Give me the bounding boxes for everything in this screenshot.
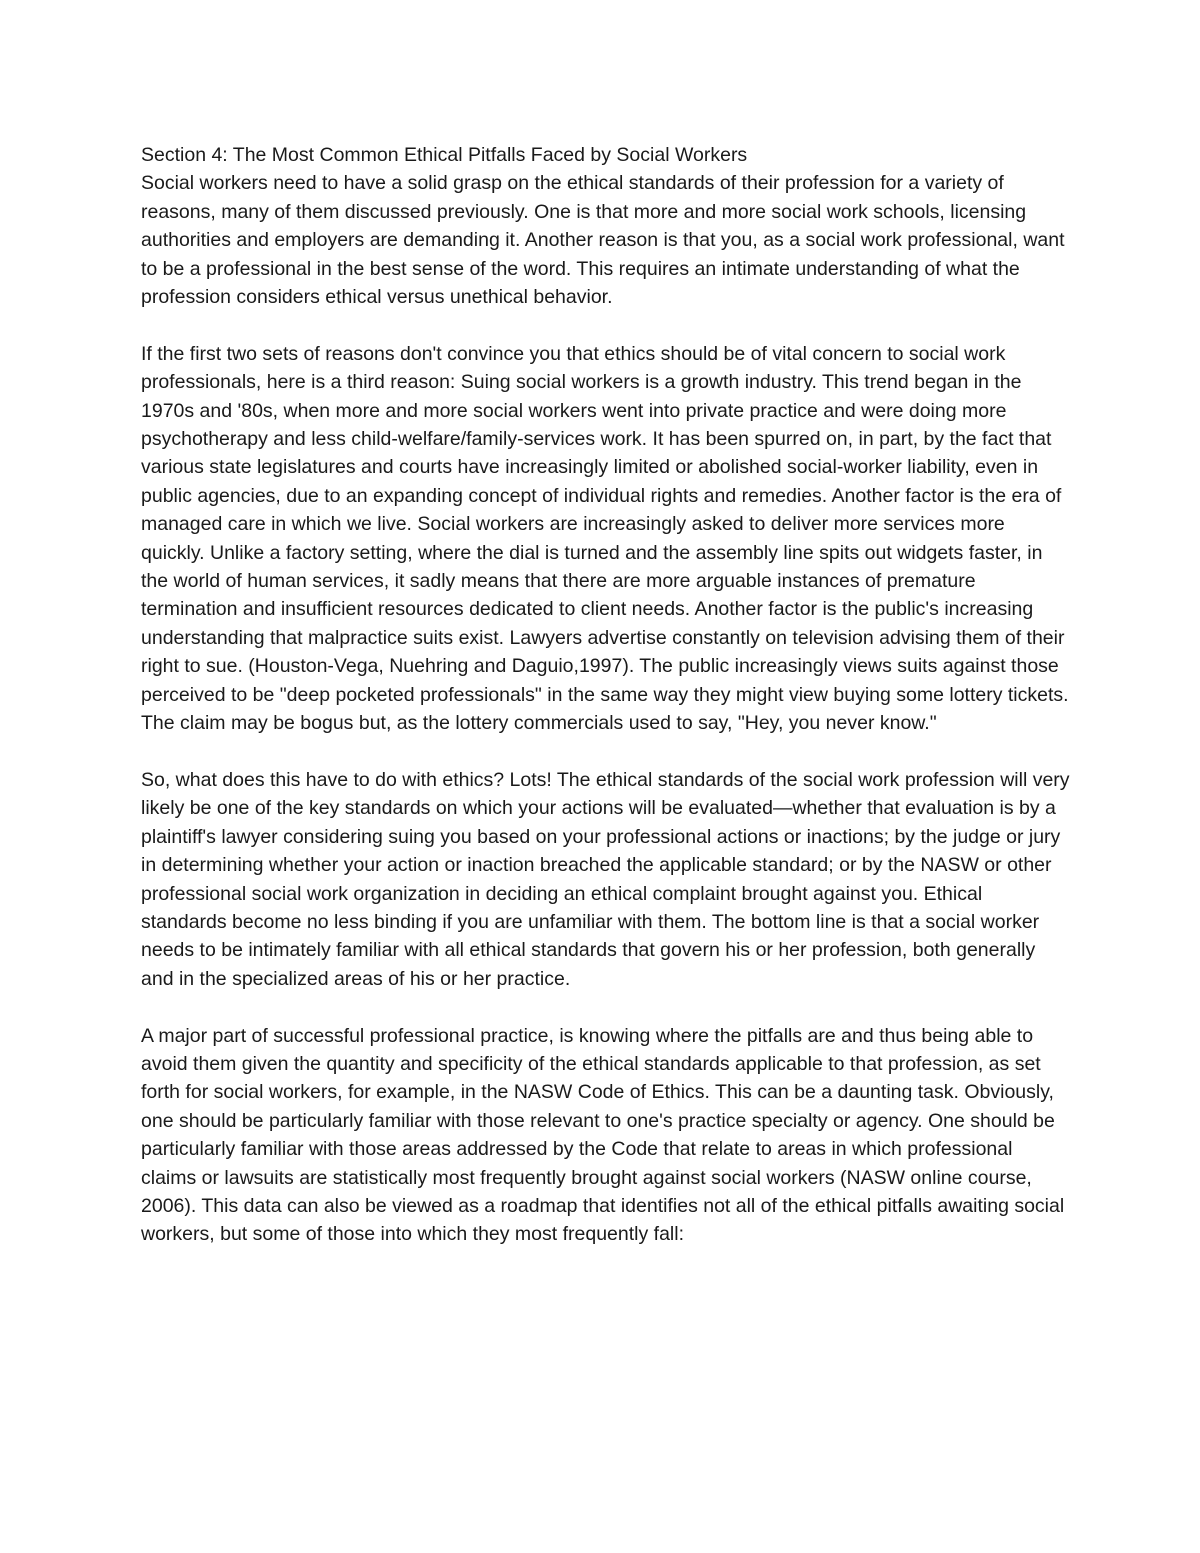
paragraph-1: Social workers need to have a solid grasp on the ethical standards of their profession for a variety of reasons, many of them discussed previously. One is that more and more social work schools, licensing authorities and employers are demanding it. Another reason is that you, as a social work professional, want to be a professional in the best sense of the word. This requires an intimate understanding of what the profession considers ethical versus unethical behavior. [141, 172, 1065, 309]
document-body [141, 141, 1071, 1249]
section-title: Section 4: The Most Common Ethical Pitfalls Faced by Social Workers [141, 144, 748, 166]
paragraph-4: A major part of successful professional practice, is knowing where the pitfalls are and thus being able to avoid them given the quantity and specificity of the ethical standards applicable to that profession, as set forth for social workers, for example, in the NASW Code of Ethics. This can be a daunting task. Obviously, one should be particularly familiar with those relevant to one's practice specialty or agency. One should be particularly familiar with those areas addressed by the Code that relate to areas in which professional claims or lawsuits are statistically most frequently brought against social workers (NASW online course, 2006). This data can also be viewed as a roadmap that identifies not all of the ethical pitfalls awaiting social workers, but some of those into which they most frequently fall: [141, 1024, 1065, 1246]
paragraph-3: So, what does this have to do with ethics? Lots! The ethical standards of the social work profession will very likely be one of the key standards on which your actions will be evaluated—whether that evaluation is by a plaintiff's lawyer considering suing you based on your professional actions or inactions; by the judge or jury in determining whether your action or inaction breached the applicable standard; or by the NASW or other professional social work organization in deciding an ethical complaint brought against you. Ethical standards become no less binding if you are unfamiliar with them. The bottom line is that a social worker needs to be intimately familiar with all ethical standards that govern his or her profession, both generally and in the specialized areas of his or her practice. [141, 768, 1070, 990]
paragraph-2: If the first two sets of reasons don't convince you that ethics should be of vital concern to social work professionals, here is a third reason: Suing social workers is a growth industry. This trend began in the 1970s and '80s, when more and more social workers went into private practice and were doing more psychotherapy and less child-welfare/family-services work. It has been spurred on, in part, by the fact that various state legislatures and courts have increasingly limited or abolished social-worker liability, even in public agencies, due to an expanding concept of individual rights and remedies. Another factor is the era of managed care in which we live. Social workers are increasingly asked to deliver more services more quickly. Unlike a factory setting, where the dial is turned and the assembly line spits out widgets faster, in the world of human services, it sadly means that there are more arguable instances of premature termination and insufficient resources dedicated to client needs. Another factor is the public's increasing understanding that malpractice suits exist. Lawyers advertise constantly on television advising them of their right to sue. (Houston-Vega, Nuehring and Daguio,1997). The public increasingly views suits against those perceived to be "deep pocketed professionals" in the same way they might view buying some lottery tickets. The claim may be bogus but, as the lottery commercials used to say, "Hey, you never know." [141, 342, 1069, 735]
